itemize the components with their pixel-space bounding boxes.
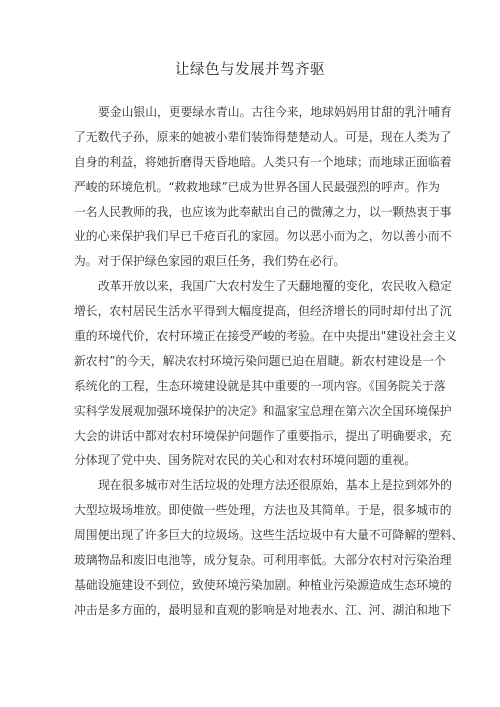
text-line: 新农村”的今天，解决农村环境污染问题已迫在眉睫。新农村建设是一个 [74, 353, 446, 368]
document-body [74, 100, 464, 623]
text-line: 一名人民教师的我，也应该为此奉献出自己的微薄之力，以一颗热衷于事 [74, 204, 452, 219]
text-line: 业的心来保护我们早已千疮百孔的家园。勿以恶小而为之，勿以善小而不 [74, 229, 452, 244]
text-line: 基础设施建设不到位，致使环境污染加剧。种植业污染源造成生态环境的 [74, 577, 452, 592]
text-line: 了无数代子孙，原来的她被小辈们装饰得楚楚动人。可是，现在人类为了 [74, 129, 452, 144]
text-line: 玻璃物品和废旧电池等，成分复杂。可利用率低。大部分农村对污染治理 [74, 553, 452, 568]
paragraph-3 [74, 473, 464, 622]
text-line: 为。对于保护绿色家园的艰巨任务，我们势在必行。 [74, 254, 346, 269]
text-line: 严峻的环境危机。“救救地球”已成为世界各国人民最强烈的呼声。作为 [74, 179, 440, 194]
text-line: 重的环境代价，农村环境正在接受严峻的考验。在中央提出"建设社会主义 [74, 329, 457, 344]
text-line: 改革开放以来，我国广大农村发生了天翻地覆的变化，农民收入稳定 [98, 279, 452, 294]
text-line: 周围便出现了许多巨大的垃圾场。这些生活垃圾中有大量不可降解的塑料、 [74, 528, 464, 543]
text-line: 自身的利益，将她折磨得天昏地暗。人类只有一个地球；而地球正面临着 [74, 154, 452, 169]
text-line: 要金山银山，更要绿水青山。古往今来，地球妈妈用甘甜的乳汁哺育 [98, 105, 452, 119]
text-line: 冲击是多方面的，最明显和直观的影响是对地表水、江、河、湖泊和地下 [74, 602, 452, 617]
paragraph-1 [74, 100, 452, 274]
text-line: 分体现了党中央、国务院对农民的关心和对农村环境问题的重视。 [74, 453, 417, 468]
text-line: 实科学发展观加强环境保护的决定》和温家宝总理在第六次全国环境保护 [74, 403, 452, 418]
text-line: 大型垃圾场堆放。即使做一些处理，方法也及其简单。于是，很多城市的 [74, 503, 452, 518]
text-line: 增长，农村居民生活水平得到大幅度提高，但经济增长的同时却付出了沉 [74, 304, 452, 319]
text-line: 系统化的工程，生态环境建设就是其中重要的一项内容。《国务院关于落 [74, 378, 446, 393]
paragraph-2 [74, 274, 457, 473]
text-line: 大会的讲话中都对农村环境保护问题作了重要指示，提出了明确要求，充 [74, 428, 452, 443]
document-title: 让绿色与发展并驾齐驱 [175, 62, 325, 78]
text-line: 现在很多城市对生活垃圾的处理方法还很原始，基本上是拉到郊外的 [98, 478, 452, 493]
